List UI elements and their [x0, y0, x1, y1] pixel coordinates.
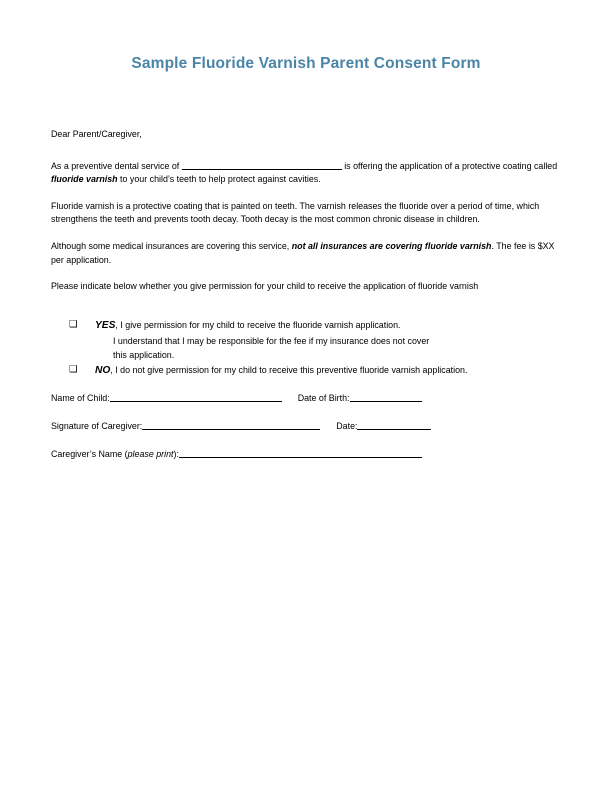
option-no-description: , I do not give permission for my child to receive this preventive fluoride varnish application. [110, 364, 468, 375]
field-row-child-dob [51, 392, 563, 405]
option-yes-continuation-line-2: this application. [113, 350, 175, 361]
consent-option-no[interactable] [51, 363, 563, 379]
checkbox-unchecked-icon[interactable]: ❑ [69, 363, 78, 375]
document-body [51, 128, 563, 294]
field-row-caregiver-print [51, 448, 563, 461]
signature-fields [51, 392, 563, 461]
consent-option-yes[interactable] [51, 318, 563, 334]
name-of-child-label: Name of Child: [51, 393, 110, 403]
page-title: Sample Fluoride Varnish Parent Consent Form [131, 55, 481, 72]
consent-option-yes-continuation [51, 334, 563, 363]
name-of-child-input[interactable] [110, 401, 282, 402]
paragraph-instruction: Please indicate below whether you give permission for your child to receive the application of fluoride varnish [51, 281, 479, 292]
salutation: Dear Parent/Caregiver, [51, 129, 142, 139]
intro-text-after-blank: is offering the application of a protective coating called [341, 160, 558, 171]
insurance-text-end: . The fee is $XX per application. [51, 240, 555, 265]
field-row-signature-date [51, 420, 563, 433]
consent-options [51, 318, 563, 378]
option-no-label: NO [95, 364, 111, 376]
insurance-text-start: Although some medical insurances are covering this service, [51, 240, 292, 251]
intro-text-end: to your child’s teeth to help protect against cavities. [117, 174, 321, 185]
provider-name-blank[interactable] [182, 169, 342, 170]
intro-text-before-blank: As a preventive dental service of [51, 160, 182, 171]
signature-of-caregiver-label: Signature of Caregiver: [51, 421, 143, 431]
option-yes-description: , I give permission for my child to receive the fluoride varnish application. [115, 320, 401, 330]
date-label: Date: [336, 421, 358, 431]
paragraph-about-varnish: Fluoride varnish is a protective coating that is painted on teeth. The varnish releases the fluoride over a period of time, which strengthens the teeth and prevents tooth decay. Tooth decay is the most common chronic disease in children. [51, 200, 540, 225]
option-yes-continuation-line-1: I understand that I may be responsible for the fee if my insurance does not cover [113, 335, 430, 346]
please-print-hint: please print [127, 449, 174, 459]
consent-option-no-text [73, 363, 563, 379]
paragraph-intro [51, 160, 563, 187]
option-yes-label: YES [95, 320, 116, 331]
date-of-birth-label: Date of Birth: [297, 393, 350, 403]
caregiver-name-label-start: Caregiver’s Name ( [51, 449, 128, 459]
caregiver-name-input[interactable] [179, 457, 422, 458]
fluoride-varnish-term: fluoride varnish [51, 174, 118, 185]
date-of-birth-input[interactable] [350, 401, 422, 402]
date-input[interactable] [357, 429, 431, 430]
caregiver-name-label-end: ): [173, 449, 179, 459]
checkbox-unchecked-icon[interactable]: ❑ [69, 319, 78, 330]
consent-option-yes-text [73, 318, 563, 334]
paragraph-insurance [51, 240, 563, 267]
insurance-emphasis: not all insurances are covering fluoride varnish [291, 240, 492, 251]
signature-of-caregiver-input[interactable] [142, 429, 320, 430]
